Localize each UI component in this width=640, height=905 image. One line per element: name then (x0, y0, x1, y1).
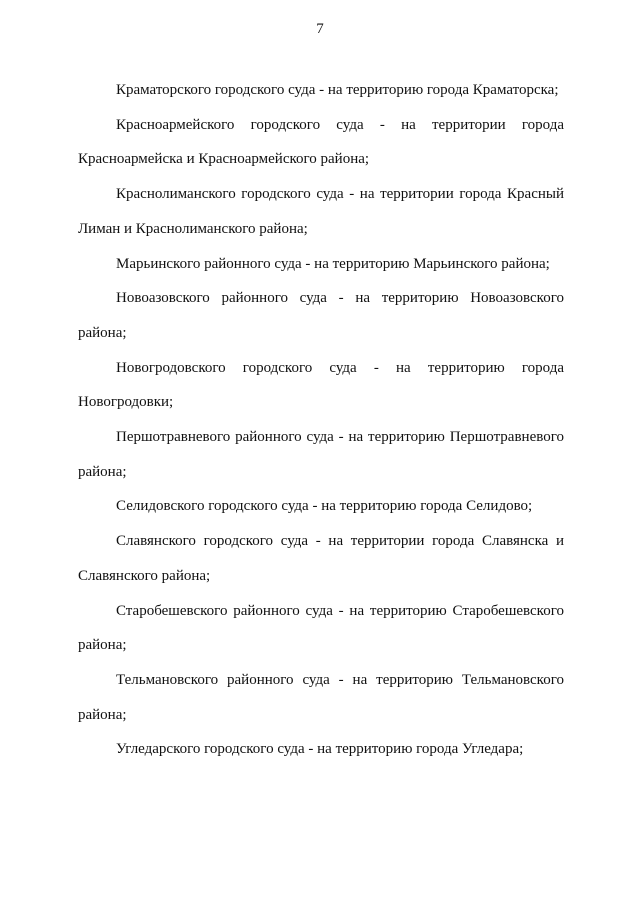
paragraph-telmanovo: Тельмановского районного суда - на территорию Тельмановского района; (78, 671, 564, 723)
paragraph-krasny-liman: Краснолиманского городского суда - на территории города Красный Лиман и Краснолиманского района; (78, 186, 564, 237)
paragraph-novoazovsk: Новоазовского районного суда - на территорию Новоазовского района; (78, 290, 564, 341)
paragraph-novogrodovka: Новогродовского городского суда - на территорию города Новогродовки; (78, 359, 564, 411)
paragraph-kramatorsk: Краматорского городского суда - на территорию города Краматорска; (116, 82, 559, 98)
paragraph-pershotravneve: Першотравневого районного суда - на территорию Першотравневого района; (78, 429, 564, 480)
paragraph-krasnoarmeysk: Красноармейского городского суда - на территории города Красноармейска и Красноармейского района; (78, 116, 564, 168)
paragraph-slavyansk: Славянского городского суда - на территории города Славянска и Славянского района; (78, 533, 564, 584)
paragraph-selidovo: Селидовского городского суда - на территорию города Селидово; (116, 498, 533, 515)
document-body (78, 73, 564, 767)
paragraph-starobeshevo: Старобешевского районного суда - на территорию Старобешевского района; (78, 602, 564, 654)
page-number: 7 (316, 21, 324, 37)
paragraph-marinka: Марьинского районного суда - на территорию Марьинского района; (116, 255, 550, 272)
paragraph-ugledar: Угледарского городского суда - на территорию города Угледара; (116, 741, 524, 758)
